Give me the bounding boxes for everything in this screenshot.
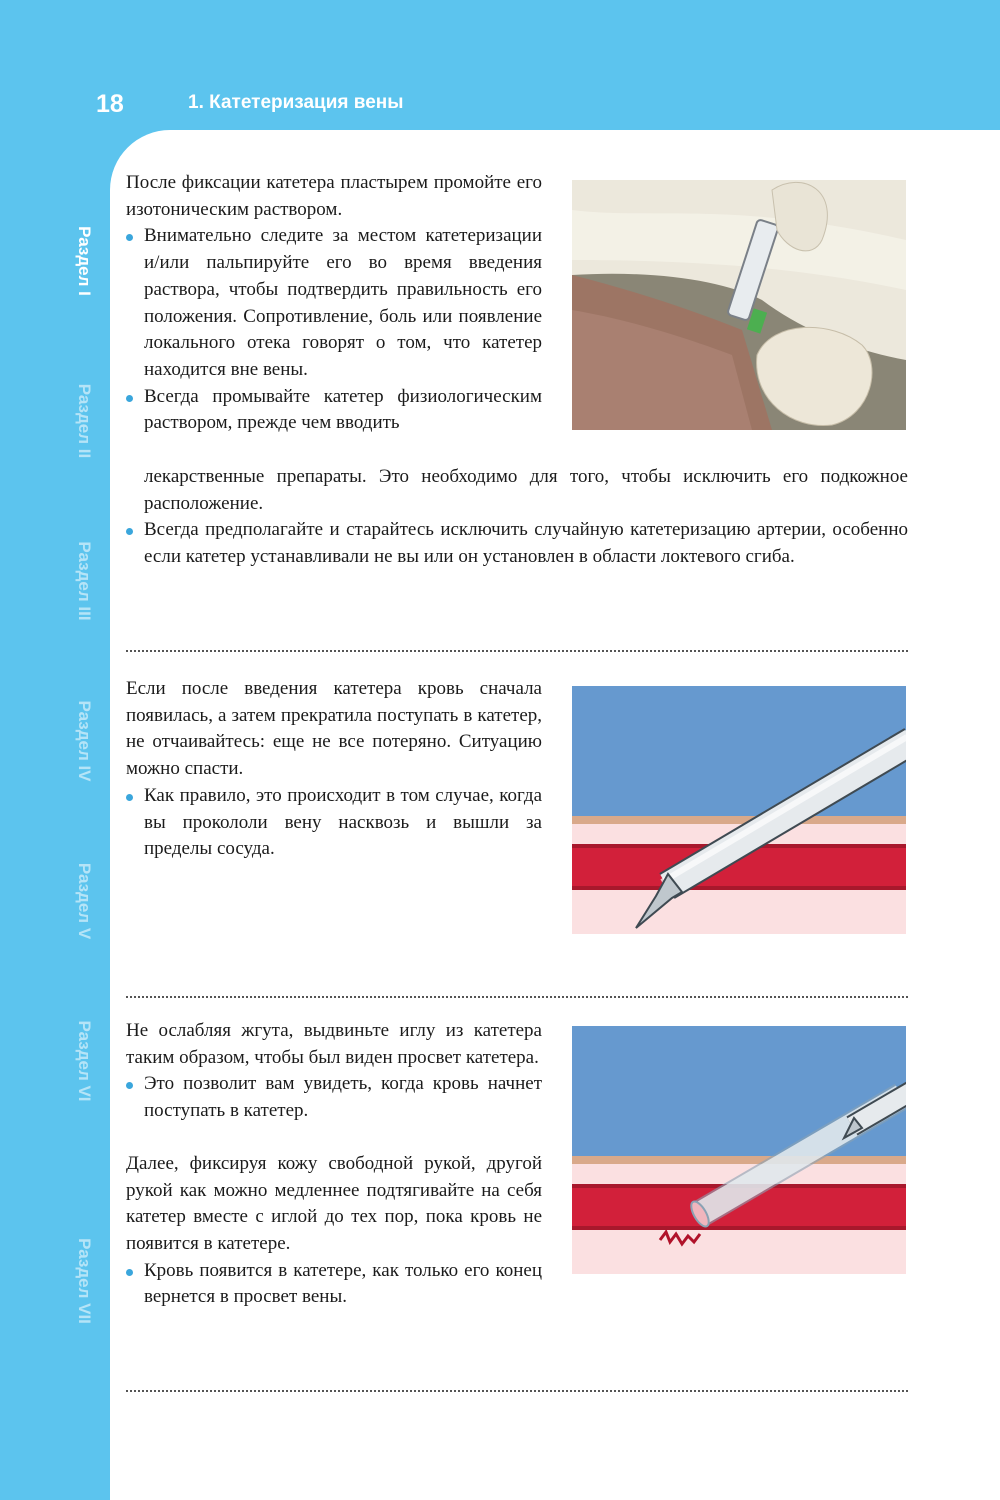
block3-bullet1: Это позволит вам увидеть, когда кровь начнет поступать в катетер.: [126, 1071, 542, 1124]
section-tab-4[interactable]: Раздел IV: [75, 700, 94, 782]
section-tab-3[interactable]: Раздел III: [75, 541, 94, 621]
block3-intro: Не ослабляя жгута, выдвиньте иглу из катетера таким образом, чтобы был виден просвет катетера.: [126, 1020, 542, 1068]
block2-text: [126, 676, 542, 863]
divider-1: [126, 650, 908, 652]
block1-intro: После фиксации катетера пластырем промойте его изотоническим раствором.: [126, 172, 542, 220]
block1-bullet2-start: Всегда промывайте катетер физиологическим раствором, прежде чем вводить: [126, 384, 542, 437]
page-number: 18: [96, 90, 124, 118]
block1-bullet3: Всегда предполагайте и старайтесь исключить случайную катетеризацию артерии, особенно если катетер устанавливали не вы или он установлен в области локтевого сгиба.: [126, 517, 908, 570]
block3-bullet2: Кровь появится в катетере, как только его конец вернется в просвет вены.: [126, 1258, 542, 1311]
block1-text: [126, 170, 542, 437]
block3-text: [126, 1018, 542, 1311]
section-tab-1[interactable]: Раздел I: [75, 226, 94, 296]
block3-para2: Далее, фиксируя кожу свободной рукой, другой рукой как можно медленнее подтягивайте на себя катетер вместе с иглой до тех пор, пока кровь не появится в катетере.: [126, 1152, 542, 1254]
divider-2: [126, 996, 908, 998]
block1-fullwidth: [126, 464, 908, 571]
block1-bullet2-end: лекарственные препараты. Это необходимо для того, чтобы исключить его подкожное расположение.: [144, 466, 908, 514]
needle-through-vein-diagram: [572, 686, 906, 934]
divider-3: [126, 1390, 908, 1392]
section-tab-5[interactable]: Раздел V: [75, 862, 94, 940]
chapter-title: 1. Катетеризация вены: [188, 92, 404, 113]
syringe-photo-illustration: [572, 180, 906, 430]
section-tab-2[interactable]: Раздел II: [75, 383, 94, 459]
section-tab-6[interactable]: Раздел VI: [75, 1020, 94, 1102]
figure-needle-through-vein: [572, 686, 906, 934]
block1-bullet1: Внимательно следите за местом катетеризации и/или пальпируйте его во время введения раствора, чтобы подтвердить правильность его положения. Сопротивление, боль или появление локального отека говорят о том, что катетер находится вне вены.: [126, 223, 542, 383]
section-tab-7[interactable]: Раздел VII: [75, 1238, 94, 1324]
catheter-withdrawal-diagram: [572, 1026, 906, 1274]
block2-intro: Если после введения катетера кровь сначала появилась, а затем прекратила поступать в катетер, не отчаивайтесь: еще не все потеряно. Ситуацию можно спасти.: [126, 678, 542, 780]
figure-catheter-withdrawal: [572, 1026, 906, 1274]
block2-bullet1: Как правило, это происходит в том случае, когда вы прокололи вену насквозь и вышли за пределы сосуда.: [126, 783, 542, 863]
figure-syringe-photo: [572, 180, 906, 430]
